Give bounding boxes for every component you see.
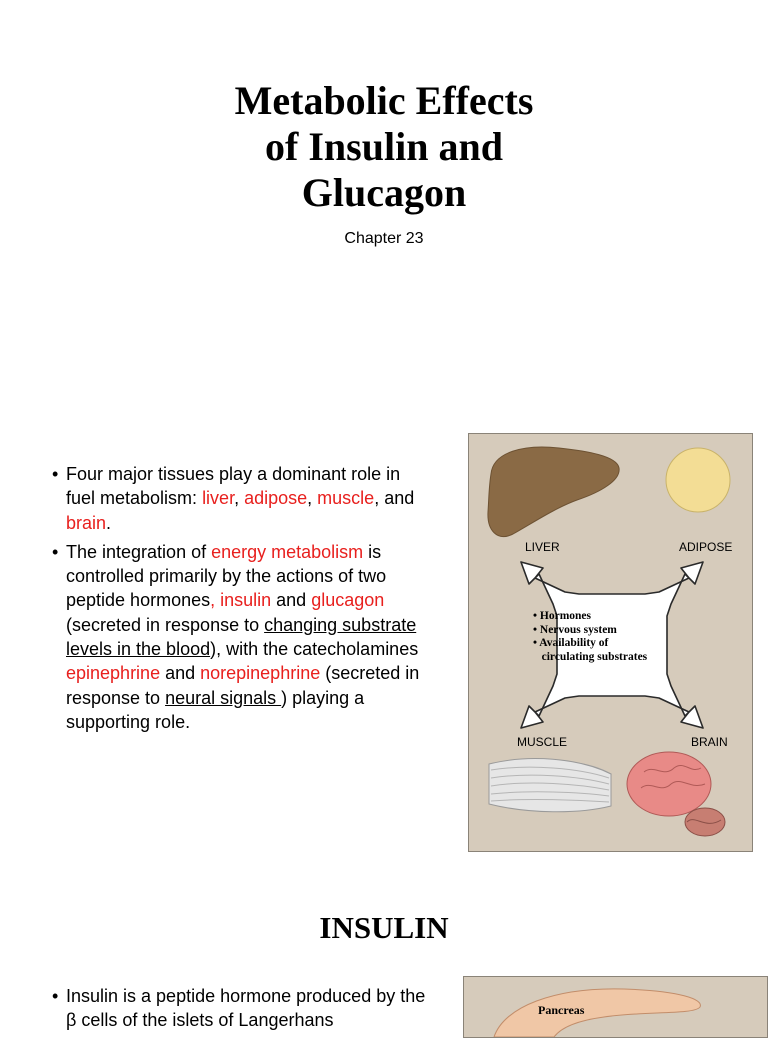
slide-title (0, 78, 768, 216)
bullet-list-insulin (52, 984, 432, 1038)
bullet-item (52, 462, 432, 535)
bullet-text (66, 464, 414, 533)
highlighted-term: adipose (244, 488, 308, 509)
bullet-item (52, 984, 432, 1033)
pancreas-illustration (464, 977, 767, 1037)
muscle-icon (489, 759, 611, 812)
regulator-item: circulating substrates (533, 650, 648, 663)
adipose-icon (666, 448, 730, 512)
highlighted-term: brain (66, 512, 107, 533)
regulator-item: • Hormones (533, 610, 592, 622)
bullet-dot: • (52, 541, 59, 562)
liver-icon (488, 447, 619, 537)
slide-subtitle: Chapter 23 (344, 230, 424, 247)
bullet-dot: • (52, 986, 59, 1006)
bullet-text-segment: (secreted in response to (66, 614, 265, 635)
bullet-list (52, 462, 432, 739)
highlighted-term: energy metabolism (211, 541, 364, 562)
liver-label: LIVER (525, 540, 560, 554)
bullet-text-segment: Four major tissues play a dominant role in fuel metabolism: (66, 464, 401, 509)
bullet-text-segment: Insulin is a peptide hormone produced by the β cells of the islets of Langerhans (66, 986, 426, 1031)
bullet-text-segment: is controlled primarily by the actions of two peptide hormones (66, 541, 387, 611)
bullet-text-segment: and (160, 663, 201, 684)
pancreas-label: Pancreas (538, 1003, 585, 1017)
pancreas-icon (494, 989, 700, 1037)
bullet-text-segment: (secreted in response to (66, 663, 420, 708)
brain-label: BRAIN (691, 735, 728, 749)
underlined-phrase: changing substrate levels in the blood (66, 614, 417, 660)
brain-icon (627, 752, 725, 836)
regulator-item: • Availability of (533, 637, 609, 649)
bullet-text-segment: , (234, 488, 245, 509)
bullet-item (52, 540, 432, 734)
adipose-label: ADIPOSE (679, 540, 733, 554)
highlighted-term: epinephrine (66, 663, 161, 684)
bullet-text-segment: ), with the catecholamines (210, 639, 419, 660)
regulator-item: • Nervous system (533, 623, 617, 636)
bullet-text-segment: and (271, 590, 312, 611)
bullet-text-segment: , (307, 488, 318, 509)
title-line-2: of Insulin and (265, 124, 503, 169)
highlighted-term: glucagon (311, 590, 385, 611)
bullet-text (66, 542, 419, 732)
bullet-text-segment: . (106, 512, 112, 533)
bullet-dot: • (52, 464, 59, 484)
section-heading: INSULIN (319, 910, 449, 945)
title-line-3: Glucagon (301, 170, 467, 215)
tissues-figure (468, 433, 753, 852)
bullet-text-segment: ) playing a supporting role. (66, 687, 365, 732)
bullet-text-segment: , and (374, 488, 415, 509)
regulators-box (533, 610, 701, 664)
highlighted-term: liver (202, 488, 235, 509)
title-line-1: Metabolic Effects (234, 78, 534, 123)
underlined-phrase: neural signals (165, 687, 282, 708)
highlighted-term: muscle (317, 488, 375, 509)
highlighted-term: , insulin (210, 590, 272, 611)
pancreas-figure (463, 976, 768, 1038)
muscle-label: MUSCLE (517, 735, 568, 749)
highlighted-term: norepinephrine (200, 663, 321, 684)
bullet-text-segment: The integration of (66, 541, 212, 562)
